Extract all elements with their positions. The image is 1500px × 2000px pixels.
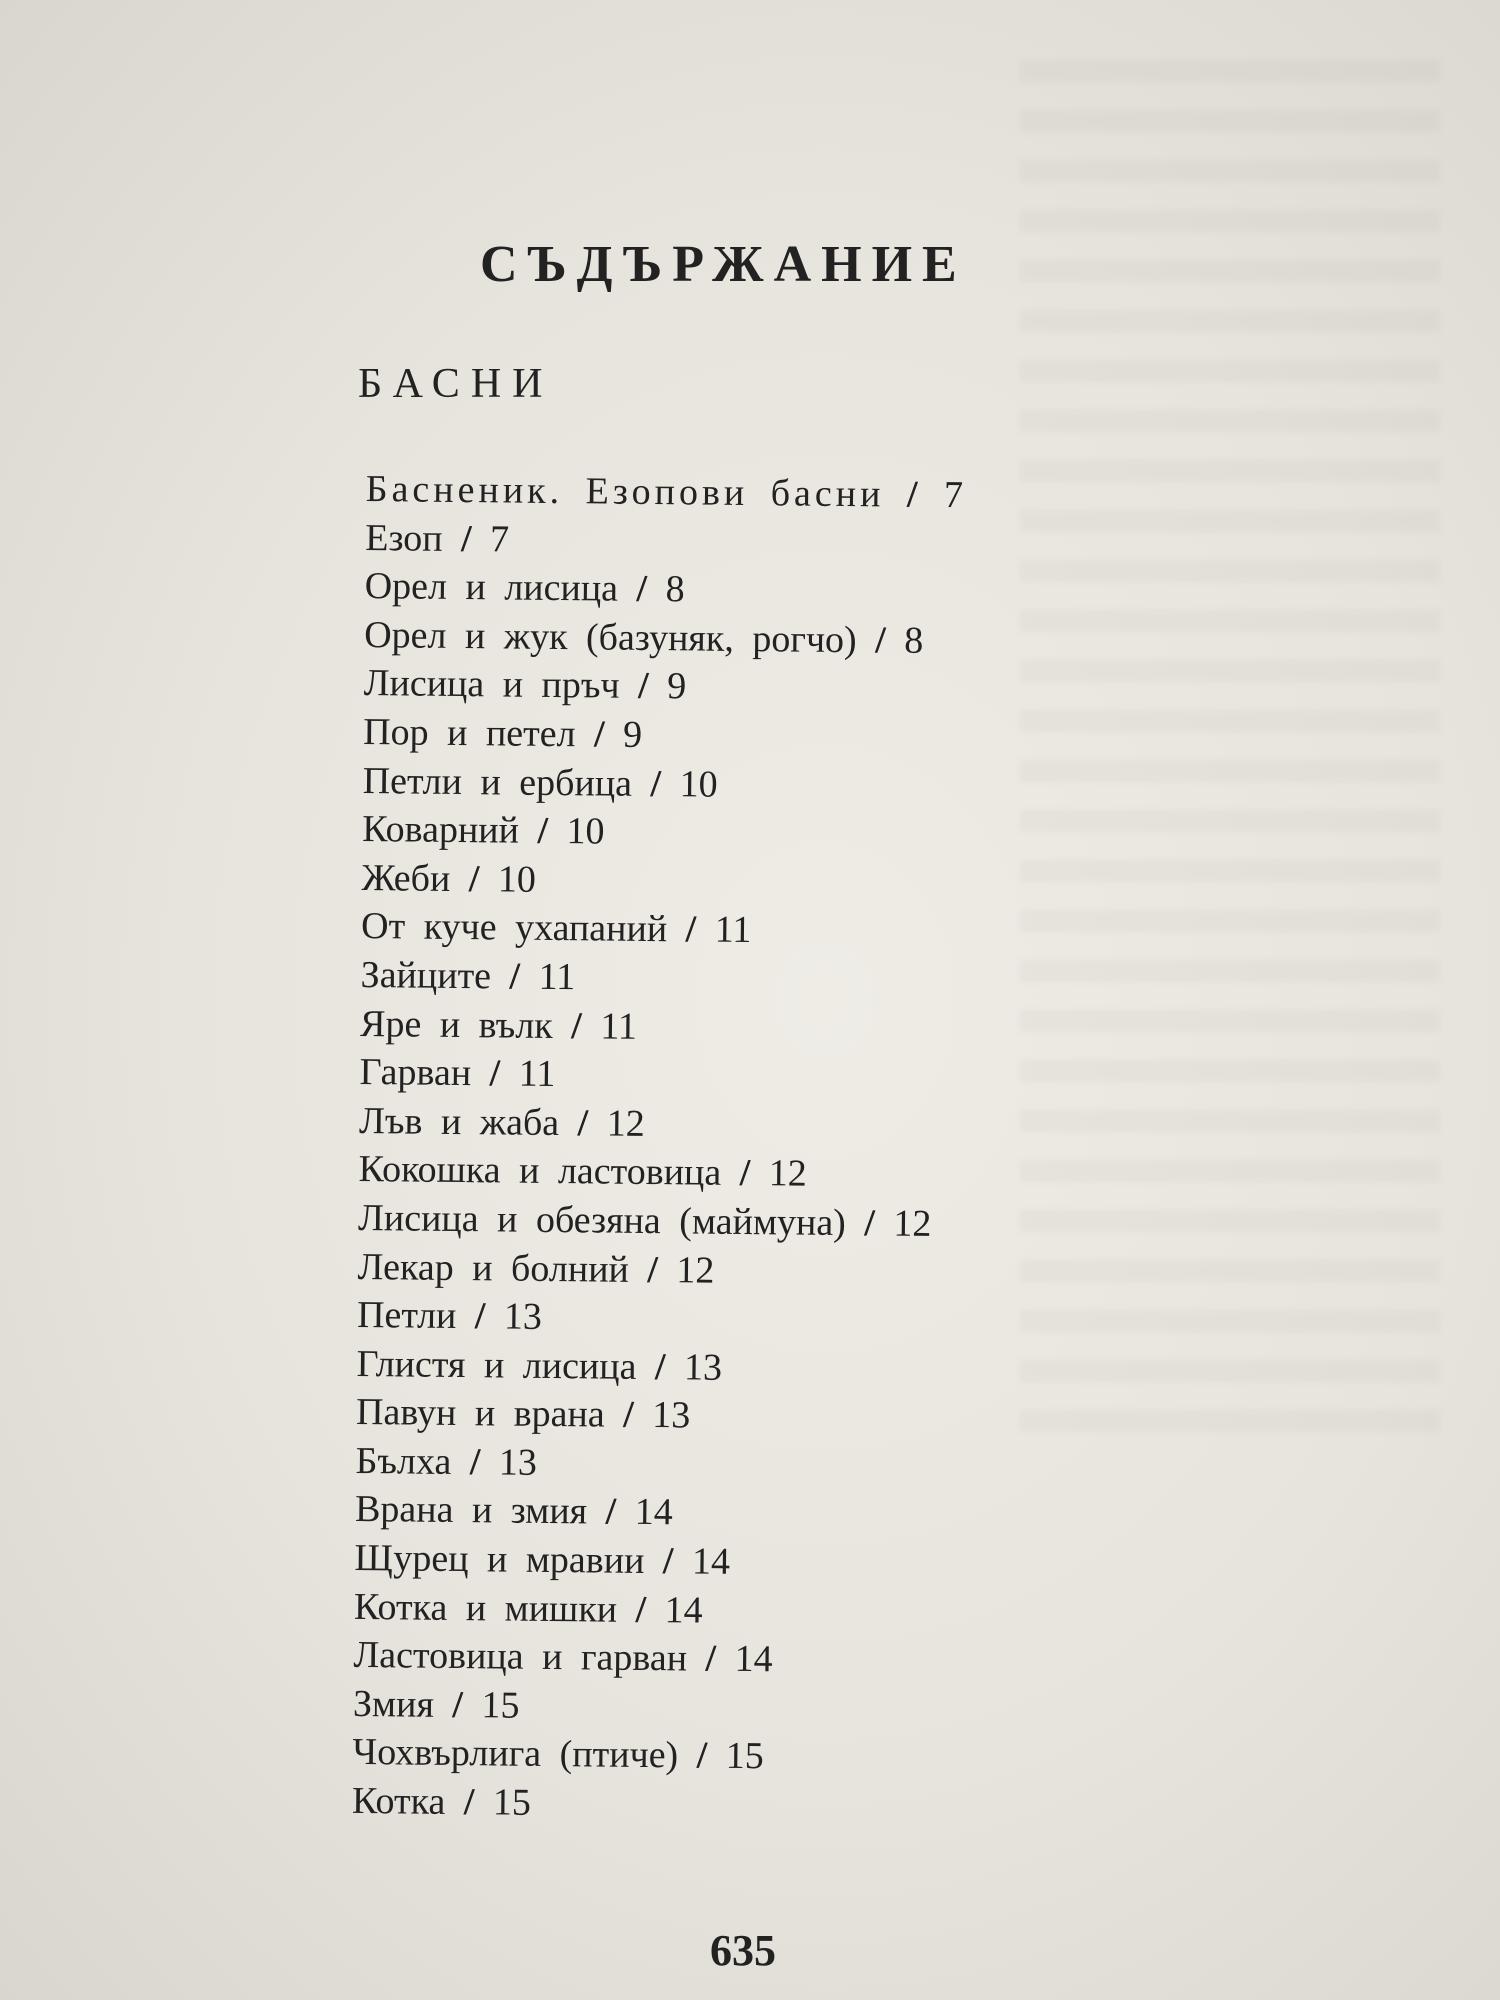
entry-separator: / xyxy=(509,955,521,998)
entry-title: Щурец и мравии xyxy=(354,1537,645,1583)
entry-separator: / xyxy=(468,857,480,900)
entry-page-number: 14 xyxy=(734,1638,773,1681)
entry-page-number: 8 xyxy=(904,619,924,662)
page-title: СЪДЪРЖАНИЕ xyxy=(480,236,967,293)
entry-title: Котка и мишки xyxy=(353,1585,618,1631)
entry-separator: / xyxy=(489,1052,501,1095)
entry-page-number: 11 xyxy=(538,955,576,999)
entry-separator: / xyxy=(452,1683,464,1726)
entry-title: Лъв и жаба xyxy=(358,1099,560,1144)
entry-page-number: 13 xyxy=(498,1441,538,1484)
entry-separator: / xyxy=(685,908,697,951)
entry-page-number: 15 xyxy=(492,1781,532,1824)
entry-separator: / xyxy=(647,1248,659,1291)
entry-page-number: 14 xyxy=(634,1491,673,1534)
entry-title: Чохвърлига (птиче) xyxy=(352,1731,679,1777)
entry-page-number: 13 xyxy=(503,1295,543,1338)
table-of-contents xyxy=(352,465,1266,1835)
entry-page-number: 11 xyxy=(518,1052,556,1096)
entry-title: Зайците xyxy=(360,953,492,998)
entry-separator: / xyxy=(635,1588,647,1631)
entry-page-number: 15 xyxy=(481,1684,520,1727)
entry-title: Басненик. Езопови басни xyxy=(365,467,885,516)
entry-separator: / xyxy=(705,1637,717,1680)
entry-title: Гарван xyxy=(359,1051,472,1095)
entry-separator: / xyxy=(662,1540,674,1583)
entry-page-number: 14 xyxy=(664,1588,703,1632)
entry-title: Кокошка и ластовица xyxy=(358,1148,722,1195)
entry-title: Пор и петел xyxy=(362,710,576,756)
entry-title: Бълха xyxy=(355,1439,452,1483)
toc-entry xyxy=(352,1777,1252,1835)
entry-separator: / xyxy=(650,762,662,805)
entry-title: Лекар и болний xyxy=(357,1245,630,1291)
entry-title: Котка xyxy=(351,1779,446,1823)
entry-title: Змия xyxy=(352,1682,435,1726)
toc-entry xyxy=(363,708,1263,766)
entry-page-number: 7 xyxy=(943,474,968,517)
entry-separator: / xyxy=(875,619,887,662)
entry-page-number: 10 xyxy=(566,810,605,853)
page-number: 635 xyxy=(710,1926,776,1975)
entry-separator: / xyxy=(577,1101,589,1145)
entry-separator: / xyxy=(654,1345,666,1388)
entry-separator: / xyxy=(622,1394,634,1437)
toc-entry xyxy=(360,951,1260,1009)
entry-title: От куче ухапаний xyxy=(360,905,668,951)
entry-page-number: 10 xyxy=(497,858,537,901)
entry-page-number: 9 xyxy=(666,665,687,708)
entry-title: Петли и ербица xyxy=(362,759,633,805)
entry-page-number: 11 xyxy=(714,909,752,952)
entry-page-number: 10 xyxy=(679,762,718,806)
entry-separator: / xyxy=(636,568,648,611)
entry-separator: / xyxy=(739,1152,751,1195)
entry-separator: / xyxy=(537,809,549,853)
entry-title: Лисица и обезяна (маймуна) xyxy=(357,1196,847,1244)
entry-title: Павун и врана xyxy=(355,1391,605,1436)
entry-separator: / xyxy=(696,1734,708,1778)
entry-page-number: 13 xyxy=(652,1394,691,1437)
entry-title: Жеби xyxy=(361,856,451,900)
entry-title: Коварний xyxy=(361,808,520,852)
entry-separator: / xyxy=(864,1202,876,1245)
toc-entry xyxy=(365,465,1265,523)
entry-separator: / xyxy=(605,1491,617,1534)
entry-title: Петли xyxy=(356,1294,457,1338)
entry-title: Врана и змия xyxy=(354,1488,588,1533)
entry-separator: / xyxy=(474,1295,486,1338)
entry-separator: / xyxy=(469,1441,481,1484)
entry-page-number: 13 xyxy=(683,1346,723,1389)
entry-page-number: 11 xyxy=(600,1005,638,1048)
entry-page-number: 9 xyxy=(622,713,643,756)
entry-title: Глистя и лисица xyxy=(356,1342,637,1388)
entry-page-number: 12 xyxy=(676,1248,715,1292)
entry-separator: / xyxy=(637,665,649,708)
entry-title: Орел и лисица xyxy=(364,565,619,610)
entry-title: Яре и вълк xyxy=(359,1002,553,1047)
entry-separator: / xyxy=(593,713,605,756)
entry-separator: / xyxy=(906,473,922,516)
entry-separator: / xyxy=(463,1781,475,1824)
entry-title: Ластовица и гарван xyxy=(353,1634,688,1680)
entry-page-number: 7 xyxy=(489,517,510,561)
toc-entry xyxy=(358,1194,1258,1252)
toc-entry xyxy=(354,1534,1254,1592)
entry-page-number: 12 xyxy=(893,1202,932,1245)
entry-page-number: 12 xyxy=(606,1102,645,1145)
entry-title: Езоп xyxy=(365,516,443,560)
entry-page-number: 15 xyxy=(725,1735,764,1778)
entry-separator: / xyxy=(460,517,472,560)
entry-page-number: 12 xyxy=(768,1152,808,1195)
entry-page-number: 8 xyxy=(665,568,685,611)
entry-separator: / xyxy=(571,1004,583,1047)
entry-title: Лисица и пръч xyxy=(363,662,620,708)
section-heading: БАСНИ xyxy=(358,361,554,407)
entry-title: Орел и жук (базуняк, рогчо) xyxy=(364,613,857,661)
entry-page-number: 14 xyxy=(691,1540,731,1583)
